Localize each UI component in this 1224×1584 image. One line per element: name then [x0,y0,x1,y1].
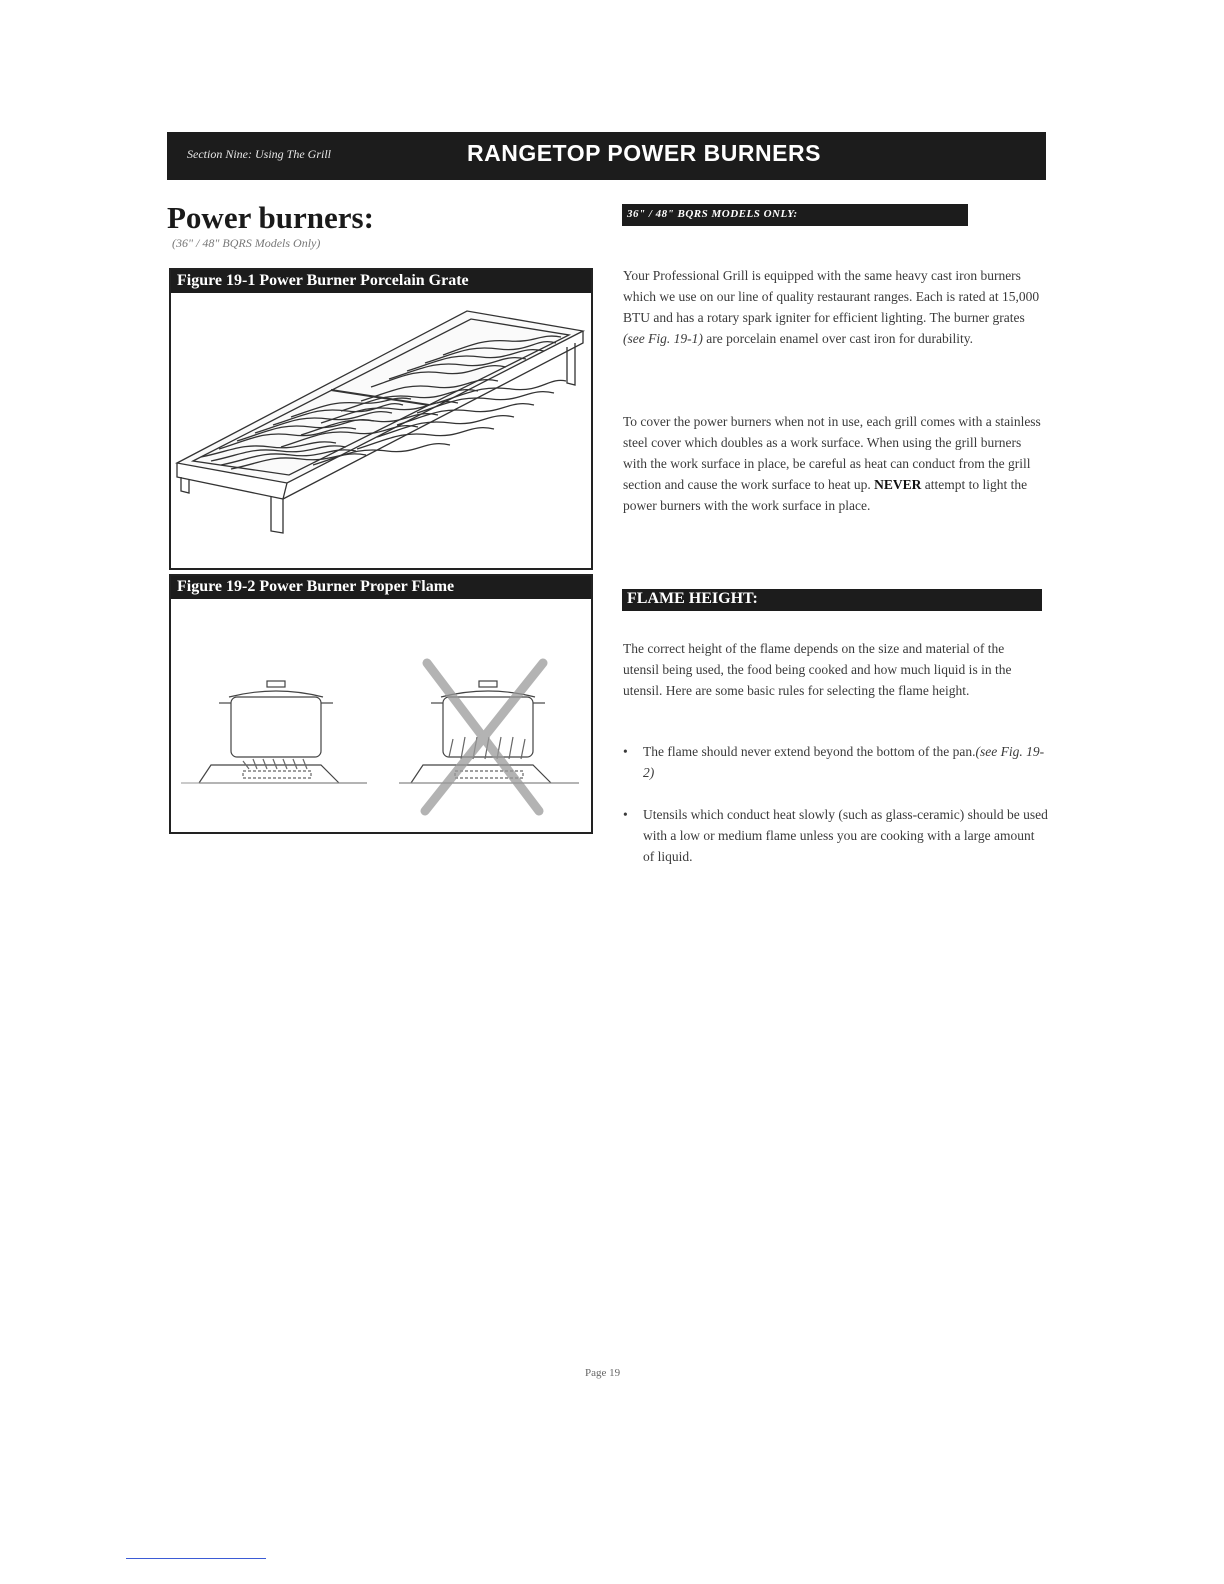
models-only-banner: 36" / 48" BQRS MODELS ONLY: [622,204,968,226]
porcelain-grate-illustration [171,293,591,568]
paragraph-cover: To cover the power burners when not in use, each grill comes with a stainless steel cover which doubles as a work surface. When using the grill burners with the work surface in place, be careful as heat can conduct from the grill section and cause the work surface to heat up. NEVER attempt to light the power burners with the work surface in place. [623,414,1041,513]
flame-height-banner: FLAME HEIGHT: [622,589,1042,611]
never-warning: NEVER [874,477,922,492]
paragraph-flame-height: The correct height of the flame depends on the size and material of the utensil being used, the food being cooked and how much liquid is in the utensil. Here are some basic rules for selecting the flame height. [623,641,1012,698]
list-item: • Utensils which conduct heat slowly (such as glass-ceramic) should be used with a low or medium flame unless you are cooking with a large amount of liquid. [623,804,1048,867]
section-label: Section Nine: Using The Grill [187,147,331,161]
page-number: Page 19 [585,1367,621,1379]
figure-ref-19-1: (see Fig. 19-1) [623,331,703,346]
bullet-marker: • [623,807,628,822]
correct-flame-pot [181,681,367,783]
list-item: • The flame should never extend beyond the bottom of the pan.(see Fig. 19-2) [623,741,1048,783]
footer-line [126,1558,266,1559]
section-header [167,132,1046,180]
page-title: RANGETOP POWER BURNERS [467,140,821,166]
figure-19-2-caption: Figure 19-2 Power Burner Proper Flame [171,576,591,599]
section-subheading: (36" / 48" BQRS Models Only) [172,236,321,250]
figure-19-2 [169,574,593,834]
figure-19-1-caption: Figure 19-1 Power Burner Porcelain Grate [171,270,591,293]
paragraph-burners: Your Professional Grill is equipped with the same heavy cast iron burners which we use on our line of quality restaurant ranges. Each is rated at 15,000 BTU and has a rotary spark igniter for efficient lighting. The burner grates (see Fig. 19-1) are porcelain enamel over cast iron for durability. [623,268,1040,346]
proper-flame-illustration [171,599,591,832]
bullet-marker: • [623,744,628,759]
section-heading: Power burners: [167,200,374,235]
figure-ref-19-2: (see Fig. 19-2) [643,744,1045,780]
figure-19-1 [169,268,593,570]
